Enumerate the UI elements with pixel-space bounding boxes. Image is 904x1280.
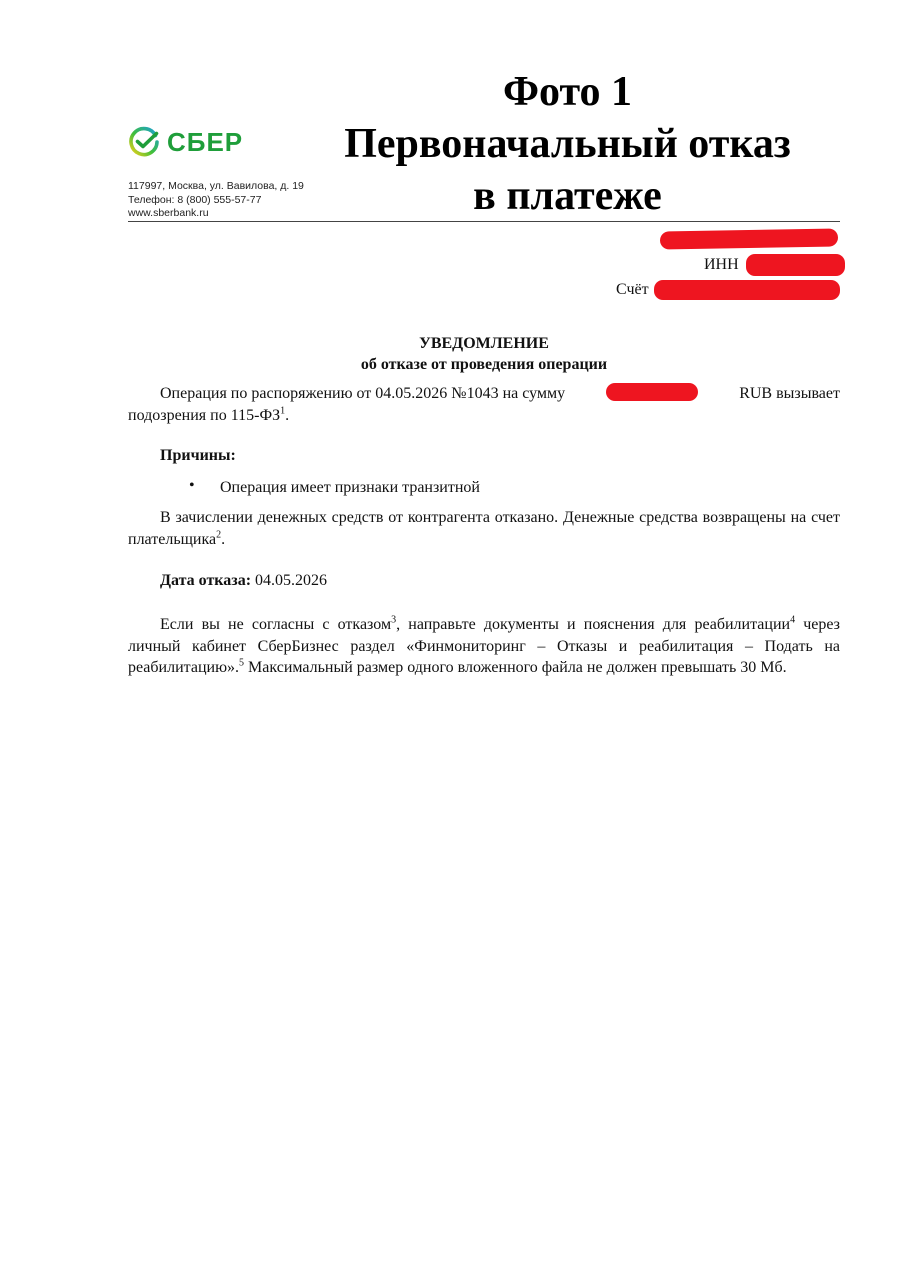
footnote-ref-1: 1 bbox=[280, 405, 286, 417]
appeal-text-2: , направьте документы и пояснения для реабилитации bbox=[396, 616, 791, 633]
footnote-ref-5: 5 bbox=[239, 657, 245, 669]
inn-label: ИНН bbox=[704, 256, 739, 273]
photo-title bbox=[300, 66, 835, 222]
photo-title-line-3: в платеже bbox=[473, 173, 662, 219]
footnote-ref-3: 3 bbox=[391, 614, 397, 626]
header-divider bbox=[128, 221, 840, 222]
appeal-text-3: через личный кабинет СберБизнес раздел «Финмониторинг – Отказы и реабилитация – Подать на реабилитацию». bbox=[128, 616, 841, 676]
photo-title-line-2: Первоначальный отказ bbox=[344, 121, 791, 167]
notice-title: УВЕДОМЛЕНИЕ bbox=[419, 335, 549, 352]
inn-redaction bbox=[746, 254, 845, 276]
reasons-label: Причины: bbox=[160, 447, 236, 464]
appeal-text-4: Максимальный размер одного вложенного файла не должен превышать 30 Мб. bbox=[244, 659, 787, 676]
date-label: Дата отказа: bbox=[160, 572, 252, 589]
operation-currency: RUB вызывает bbox=[739, 385, 840, 402]
photo-title-line-1: Фото 1 bbox=[502, 69, 633, 115]
bank-address bbox=[128, 180, 304, 221]
operation-text-line2: подозрения по 115-ФЗ bbox=[128, 406, 281, 424]
footnote-ref-2: 2 bbox=[216, 529, 222, 541]
account-label: Счёт bbox=[616, 281, 649, 298]
sber-logo bbox=[128, 122, 243, 162]
appeal-text-1: Если вы не согласны с отказом bbox=[160, 616, 392, 633]
operation-paragraph: Операция по распоряжению от 04.05.2026 №1043 на сумму RUB вызывает подозрения по $115-ФЗ^1$. bbox=[128, 385, 840, 424]
refusal-text: В зачислении денежных средств от контрагента отказано. Денежные средства возвращены на счет плательщика bbox=[128, 509, 840, 548]
sber-logo-icon bbox=[128, 126, 160, 158]
reason-item: Операция имеет признаки транзитной bbox=[220, 479, 480, 496]
recipient-name-redaction bbox=[660, 228, 838, 249]
refusal-date bbox=[160, 570, 327, 592]
footnote-ref-4: 4 bbox=[790, 614, 796, 626]
amount-redaction bbox=[606, 383, 698, 401]
phone-line: Телефон: 8 (800) 555-57-77 bbox=[128, 193, 262, 206]
refusal-paragraph: В зачислении денежных средств от контрагента отказано. Денежные средства возвращены на счет плательщика$^2$. bbox=[128, 509, 840, 548]
operation-text: Операция по распоряжению от 04.05.2026 №1043 на сумму bbox=[160, 385, 566, 402]
date-value: 04.05.2026 bbox=[255, 572, 328, 589]
logo-text: СБЕР bbox=[167, 126, 244, 157]
appeal-paragraph bbox=[128, 614, 840, 679]
notice-heading bbox=[128, 333, 840, 375]
address-line: 117997, Москва, ул. Вавилова, д. 19 bbox=[128, 180, 304, 192]
bullet-icon: • bbox=[189, 477, 195, 494]
account-redaction bbox=[654, 280, 840, 300]
notice-subtitle: об отказе от проведения операции bbox=[360, 356, 608, 373]
website-line: www.sberbank.ru bbox=[128, 207, 209, 219]
